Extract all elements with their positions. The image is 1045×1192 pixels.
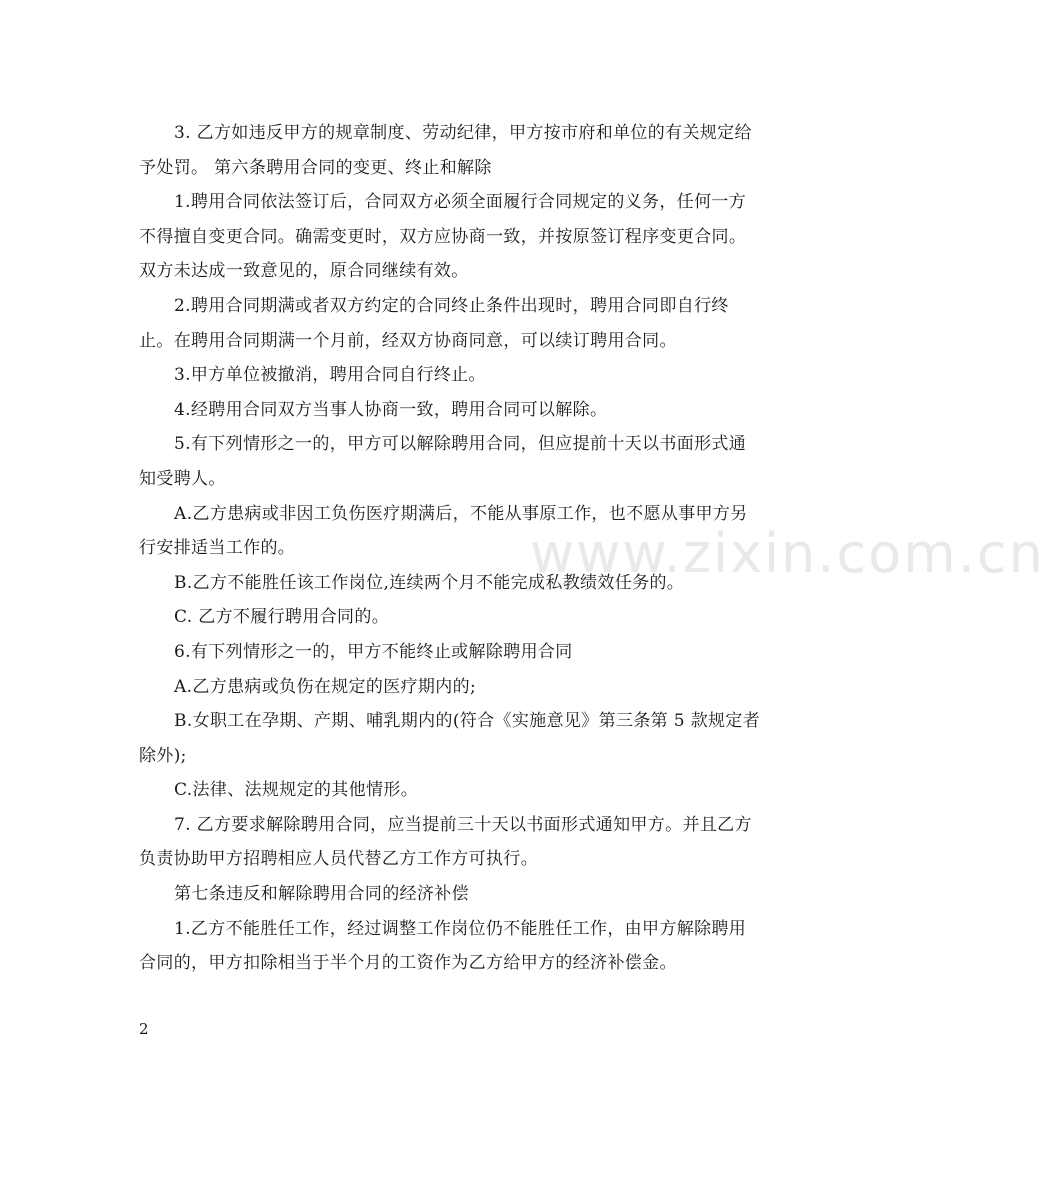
text-line: 6.有下列情形之一的，甲方不能终止或解除聘用合同	[174, 641, 573, 662]
text-line: 3. 乙方如违反甲方的规章制度、劳动纪律，甲方按市府和单位的有关规定给	[174, 123, 752, 143]
text-line: 4.经聘用合同双方当事人协商一致，聘用合同可以解除。	[174, 399, 608, 420]
text-line: C. 乙方不履行聘用合同的。	[174, 607, 390, 628]
text-line: 合同的，甲方扣除相当于半个月的工资作为乙方给甲方的经济补偿金。	[139, 953, 677, 974]
text-line: 予处罚。 第六条聘用合同的变更、终止和解除	[139, 157, 492, 178]
text-line: B.乙方不能胜任该工作岗位,连续两个月不能完成私教绩效任务的。	[174, 572, 685, 593]
text-line: B.女职工在孕期、产期、哺乳期内的(符合《实施意见》第三条第 5 款规定者	[174, 711, 761, 732]
text-line: 除外);	[139, 745, 187, 766]
watermark: www.zixin.com.cn	[530, 522, 1045, 585]
text-line: 3.甲方单位被撤消，聘用合同自行终止。	[174, 365, 486, 386]
text-line: A.乙方患病或负伤在规定的医疗期内的;	[174, 676, 477, 697]
text-line: 止。在聘用合同期满一个月前，经双方协商同意，可以续订聘用合同。	[139, 330, 677, 351]
page-number: 2	[139, 1020, 149, 1038]
text-line: A.乙方患病或非因工负伤医疗期满后，不能从事原工作，也不愿从事甲方另	[174, 503, 748, 524]
text-line: 不得擅自变更合同。确需变更时，双方应协商一致，并按原签订程序变更合同。	[139, 226, 747, 247]
text-line: 2.聘用合同期满或者双方约定的合同终止条件出现时，聘用合同即自行终	[174, 295, 729, 316]
text-line: 1.聘用合同依法签订后，合同双方必须全面履行合同规定的义务，任何一方	[174, 192, 747, 213]
text-line: 双方未达成一致意见的，原合同继续有效。	[139, 261, 469, 282]
text-line: 负责协助甲方招聘相应人员代替乙方工作方可执行。	[139, 849, 539, 870]
text-line: 行安排适当工作的。	[139, 538, 296, 559]
text-line: 5.有下列情形之一的，甲方可以解除聘用合同，但应提前十天以书面形式通	[174, 434, 747, 455]
text-line: C.法律、法规规定的其他情形。	[174, 780, 419, 801]
document-body	[139, 116, 789, 981]
text-line: 知受聘人。	[139, 468, 226, 489]
text-line: 7. 乙方要求解除聘用合同，应当提前三十天以书面形式通知甲方。并且乙方	[174, 814, 752, 835]
text-line: 1.乙方不能胜任工作，经过调整工作岗位仍不能胜任工作，由甲方解除聘用	[174, 918, 747, 939]
text-line: 第七条违反和解除聘用合同的经济补偿	[174, 884, 469, 905]
